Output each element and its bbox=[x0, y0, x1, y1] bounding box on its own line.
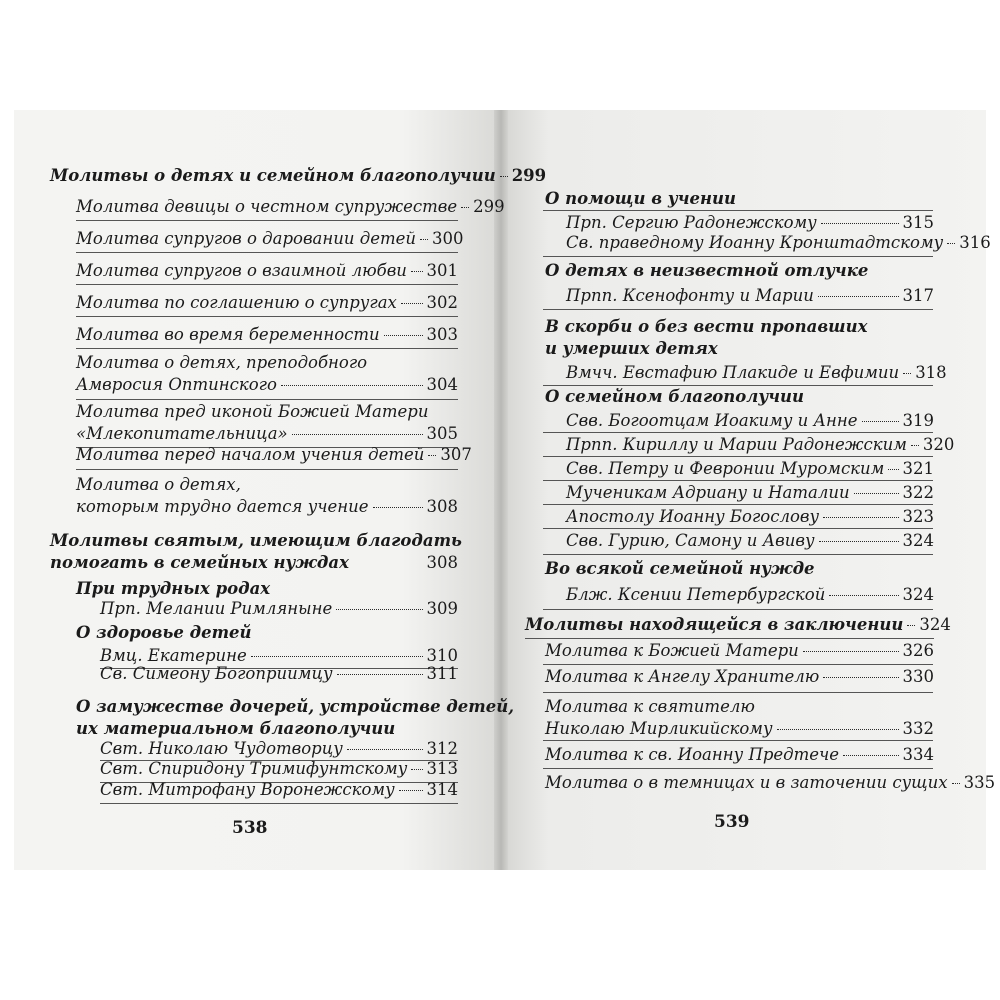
toc-label: Молитва о в темницах и в заточении сущих bbox=[545, 773, 948, 792]
toc-page: 335 bbox=[963, 773, 996, 792]
entry-divider bbox=[543, 768, 933, 769]
dot-leader bbox=[399, 790, 423, 791]
dot-leader bbox=[411, 769, 422, 770]
toc-label-line1: Молитва пред иконой Божией Матери bbox=[76, 402, 429, 421]
entry-divider bbox=[543, 210, 933, 211]
entry-divider bbox=[543, 432, 933, 433]
dot-leader bbox=[281, 385, 423, 386]
toc-entry bbox=[566, 482, 934, 504]
dot-leader bbox=[401, 303, 423, 304]
toc-page: 318 bbox=[915, 363, 947, 382]
dot-leader bbox=[347, 749, 423, 750]
toc-entry bbox=[566, 506, 934, 528]
dot-leader bbox=[803, 651, 899, 652]
dot-leader bbox=[384, 335, 423, 336]
toc-entry bbox=[566, 530, 934, 552]
page-number: 538 bbox=[232, 818, 268, 838]
toc-label: О семейном благополучии bbox=[545, 387, 805, 406]
toc-page: 324 bbox=[902, 585, 934, 604]
toc-label: Свт. Спиридону Тримифунтскому bbox=[100, 759, 408, 778]
entry-divider bbox=[76, 399, 458, 400]
toc-label-line1: Молитва к святителю bbox=[545, 697, 755, 716]
dot-leader bbox=[823, 517, 898, 518]
toc-heading bbox=[545, 316, 867, 360]
toc-entry bbox=[50, 165, 547, 187]
entry-divider bbox=[543, 609, 933, 610]
toc-entry bbox=[100, 738, 458, 760]
entry-divider bbox=[543, 664, 933, 665]
toc-page: 304 bbox=[426, 375, 458, 394]
toc-entry bbox=[566, 434, 955, 456]
toc-heading bbox=[545, 558, 815, 580]
toc-label: Молитва к Божией Матери bbox=[545, 641, 799, 660]
toc-entry bbox=[76, 352, 458, 396]
toc-heading bbox=[76, 696, 514, 740]
toc-page: 313 bbox=[426, 759, 458, 778]
toc-label: Молитва к Ангелу Хранителю bbox=[545, 667, 820, 686]
toc-entry bbox=[566, 584, 934, 606]
toc-page: 326 bbox=[902, 641, 934, 660]
dot-leader bbox=[461, 207, 469, 208]
dot-leader bbox=[500, 176, 508, 177]
dot-leader bbox=[862, 421, 899, 422]
entry-divider bbox=[543, 309, 933, 310]
toc-label: Прп. Мелании Римляныне bbox=[100, 599, 333, 618]
dot-leader bbox=[903, 373, 911, 374]
toc-page: 321 bbox=[902, 459, 934, 478]
toc-label: и умерших детях bbox=[545, 339, 718, 358]
toc-label: Свв. Петру и Февронии Муромским bbox=[566, 459, 885, 478]
toc-page: 310 bbox=[426, 646, 458, 665]
toc-label: Молитвы находящейся в заключении bbox=[525, 615, 904, 634]
toc-entry bbox=[76, 474, 458, 518]
toc-entry bbox=[566, 458, 934, 480]
toc-label: О детях в неизвестной отлучке bbox=[545, 261, 869, 280]
dot-leader bbox=[843, 755, 898, 756]
toc-label: Св. праведному Иоанну Кронштадтскому bbox=[566, 233, 944, 252]
toc-label: При трудных родах bbox=[76, 579, 271, 598]
dot-leader bbox=[911, 445, 919, 446]
toc-page: 315 bbox=[902, 213, 934, 232]
toc-label: Свт. Митрофану Воронежскому bbox=[100, 780, 395, 799]
toc-page: 311 bbox=[426, 664, 458, 683]
toc-entry bbox=[566, 232, 991, 254]
toc-page: 317 bbox=[902, 286, 934, 305]
toc-entry bbox=[566, 410, 934, 432]
dot-leader bbox=[777, 729, 899, 730]
entry-divider bbox=[543, 480, 933, 481]
entry-divider bbox=[76, 220, 458, 221]
entry-divider bbox=[100, 803, 458, 804]
dot-leader bbox=[428, 455, 436, 456]
toc-page: 332 bbox=[902, 719, 934, 738]
toc-label: Амвросия Оптинского bbox=[76, 375, 277, 394]
toc-label: О здоровье детей bbox=[76, 623, 252, 642]
toc-page: 330 bbox=[902, 667, 934, 686]
toc-label-line1: О замужестве дочерей, устройстве детей, bbox=[76, 697, 514, 716]
toc-page: 301 bbox=[426, 261, 458, 280]
toc-label: Молитва супругов о даровании детей bbox=[76, 229, 417, 248]
toc-label: Свт. Николаю Чудотворцу bbox=[100, 739, 343, 758]
toc-entry bbox=[545, 696, 934, 740]
toc-page: 334 bbox=[902, 745, 934, 764]
toc-label: помогать в семейных нуждах bbox=[50, 553, 349, 572]
dot-leader bbox=[818, 296, 899, 297]
toc-entry bbox=[525, 614, 951, 636]
toc-label: Молитва по соглашению о супругах bbox=[76, 293, 397, 312]
dot-leader bbox=[292, 434, 423, 435]
entry-divider bbox=[543, 740, 933, 741]
dot-leader bbox=[373, 507, 423, 508]
dot-leader bbox=[819, 541, 899, 542]
entry-divider bbox=[543, 528, 933, 529]
toc-label: Апостолу Иоанну Богослову bbox=[566, 507, 820, 526]
toc-entry bbox=[566, 362, 947, 384]
toc-page: 324 bbox=[902, 531, 934, 550]
toc-heading bbox=[545, 188, 736, 210]
toc-page: 308 bbox=[426, 497, 458, 516]
toc-entry bbox=[100, 758, 458, 780]
entry-divider bbox=[543, 554, 933, 555]
dot-leader bbox=[821, 223, 899, 224]
toc-page: 314 bbox=[426, 780, 458, 799]
toc-page: 299 bbox=[473, 197, 505, 216]
toc-label: Блж. Ксении Петербургской bbox=[566, 585, 826, 604]
entry-divider bbox=[76, 252, 458, 253]
toc-entry bbox=[76, 292, 458, 314]
toc-heading bbox=[76, 578, 270, 600]
toc-label: Молитва перед началом учения детей bbox=[76, 445, 425, 464]
toc-label: Молитва к св. Иоанну Предтече bbox=[545, 745, 840, 764]
dot-leader bbox=[854, 493, 899, 494]
toc-label: О помощи в учении bbox=[545, 189, 737, 208]
toc-entry bbox=[545, 744, 934, 766]
toc-entry bbox=[50, 530, 462, 574]
toc-page: 307 bbox=[440, 445, 472, 464]
toc-label: Св. Симеону Богоприимцу bbox=[100, 664, 333, 683]
toc-label: Мученикам Адриану и Наталии bbox=[566, 483, 850, 502]
toc-page: 305 bbox=[426, 424, 458, 443]
toc-label: Вмчч. Евстафию Плакиде и Евфимии bbox=[566, 363, 900, 382]
toc-page: 312 bbox=[426, 739, 458, 758]
toc-entry bbox=[76, 196, 505, 218]
toc-label: Прпп. Кириллу и Марии Радонежским bbox=[566, 435, 907, 454]
book-gutter bbox=[494, 110, 508, 870]
toc-entry bbox=[566, 212, 934, 234]
toc-label: «Млекопитательница» bbox=[76, 424, 288, 443]
toc-page: 323 bbox=[902, 507, 934, 526]
dot-leader bbox=[336, 609, 422, 610]
toc-entry bbox=[76, 401, 458, 445]
toc-entry bbox=[76, 444, 472, 466]
toc-label: Молитва во время беременности bbox=[76, 325, 380, 344]
entry-divider bbox=[543, 692, 933, 693]
entry-divider bbox=[543, 456, 933, 457]
toc-label: Прпп. Ксенофонту и Марии bbox=[566, 286, 814, 305]
entry-divider bbox=[525, 638, 934, 639]
page-number: 539 bbox=[714, 812, 750, 832]
toc-page: 302 bbox=[426, 293, 458, 312]
toc-label: Молитва девицы о честном супружестве bbox=[76, 197, 458, 216]
toc-page: 320 bbox=[922, 435, 955, 454]
toc-label: которым трудно дается учение bbox=[76, 497, 369, 516]
toc-heading bbox=[545, 386, 804, 408]
entry-divider bbox=[76, 284, 458, 285]
toc-label: Во всякой семейной нужде bbox=[545, 559, 815, 578]
toc-label: Свв. Гурию, Самону и Авиву bbox=[566, 531, 815, 550]
toc-label: Молитвы о детях и семейном благополучии bbox=[50, 166, 496, 185]
toc-entry bbox=[545, 772, 996, 794]
toc-page: 308 bbox=[426, 553, 458, 572]
toc-entry bbox=[100, 598, 458, 620]
toc-page: 322 bbox=[902, 483, 934, 502]
toc-label: Свв. Богоотцам Иоакиму и Анне bbox=[566, 411, 858, 430]
dot-leader bbox=[947, 243, 955, 244]
toc-page: 319 bbox=[902, 411, 934, 430]
toc-page: 299 bbox=[511, 166, 547, 185]
entry-divider bbox=[76, 469, 458, 470]
toc-label: их материальном благополучии bbox=[76, 719, 396, 738]
toc-entry bbox=[100, 779, 458, 801]
toc-page: 316 bbox=[959, 233, 991, 252]
dot-leader bbox=[888, 469, 898, 470]
entry-divider bbox=[76, 348, 458, 349]
toc-label: Вмц. Екатерине bbox=[100, 646, 247, 665]
toc-label: Молитва супругов о взаимной любви bbox=[76, 261, 407, 280]
toc-heading bbox=[545, 260, 868, 282]
dot-leader bbox=[952, 783, 960, 784]
toc-entry bbox=[545, 666, 934, 688]
toc-label-line1: Молитвы святым, имеющим благодать bbox=[50, 531, 462, 550]
toc-heading bbox=[76, 622, 252, 644]
dot-leader bbox=[251, 656, 423, 657]
toc-entry bbox=[545, 640, 934, 662]
dot-leader bbox=[829, 595, 898, 596]
toc-label: Прп. Сергию Радонежскому bbox=[566, 213, 817, 232]
toc-entry bbox=[76, 228, 464, 250]
toc-label-line1: Молитва о детях, преподобного bbox=[76, 353, 368, 372]
dot-leader bbox=[420, 239, 428, 240]
toc-page: 300 bbox=[432, 229, 464, 248]
entry-divider bbox=[543, 504, 933, 505]
toc-entry bbox=[76, 260, 458, 282]
dot-leader bbox=[353, 563, 423, 564]
toc-entry bbox=[566, 285, 934, 307]
toc-page: 309 bbox=[426, 599, 458, 618]
toc-page: 303 bbox=[426, 325, 458, 344]
dot-leader bbox=[823, 677, 898, 678]
toc-entry bbox=[76, 324, 458, 346]
dot-leader bbox=[411, 271, 423, 272]
toc-entry bbox=[100, 663, 458, 685]
dot-leader bbox=[337, 674, 423, 675]
entry-divider bbox=[76, 316, 458, 317]
toc-page: 324 bbox=[919, 615, 951, 634]
toc-label-line1: В скорби о без вести пропавших bbox=[545, 317, 868, 336]
entry-divider bbox=[543, 256, 933, 257]
toc-label: Николаю Мирликийскому bbox=[545, 719, 773, 738]
dot-leader bbox=[907, 625, 915, 626]
toc-label-line1: Молитва о детях, bbox=[76, 475, 241, 494]
